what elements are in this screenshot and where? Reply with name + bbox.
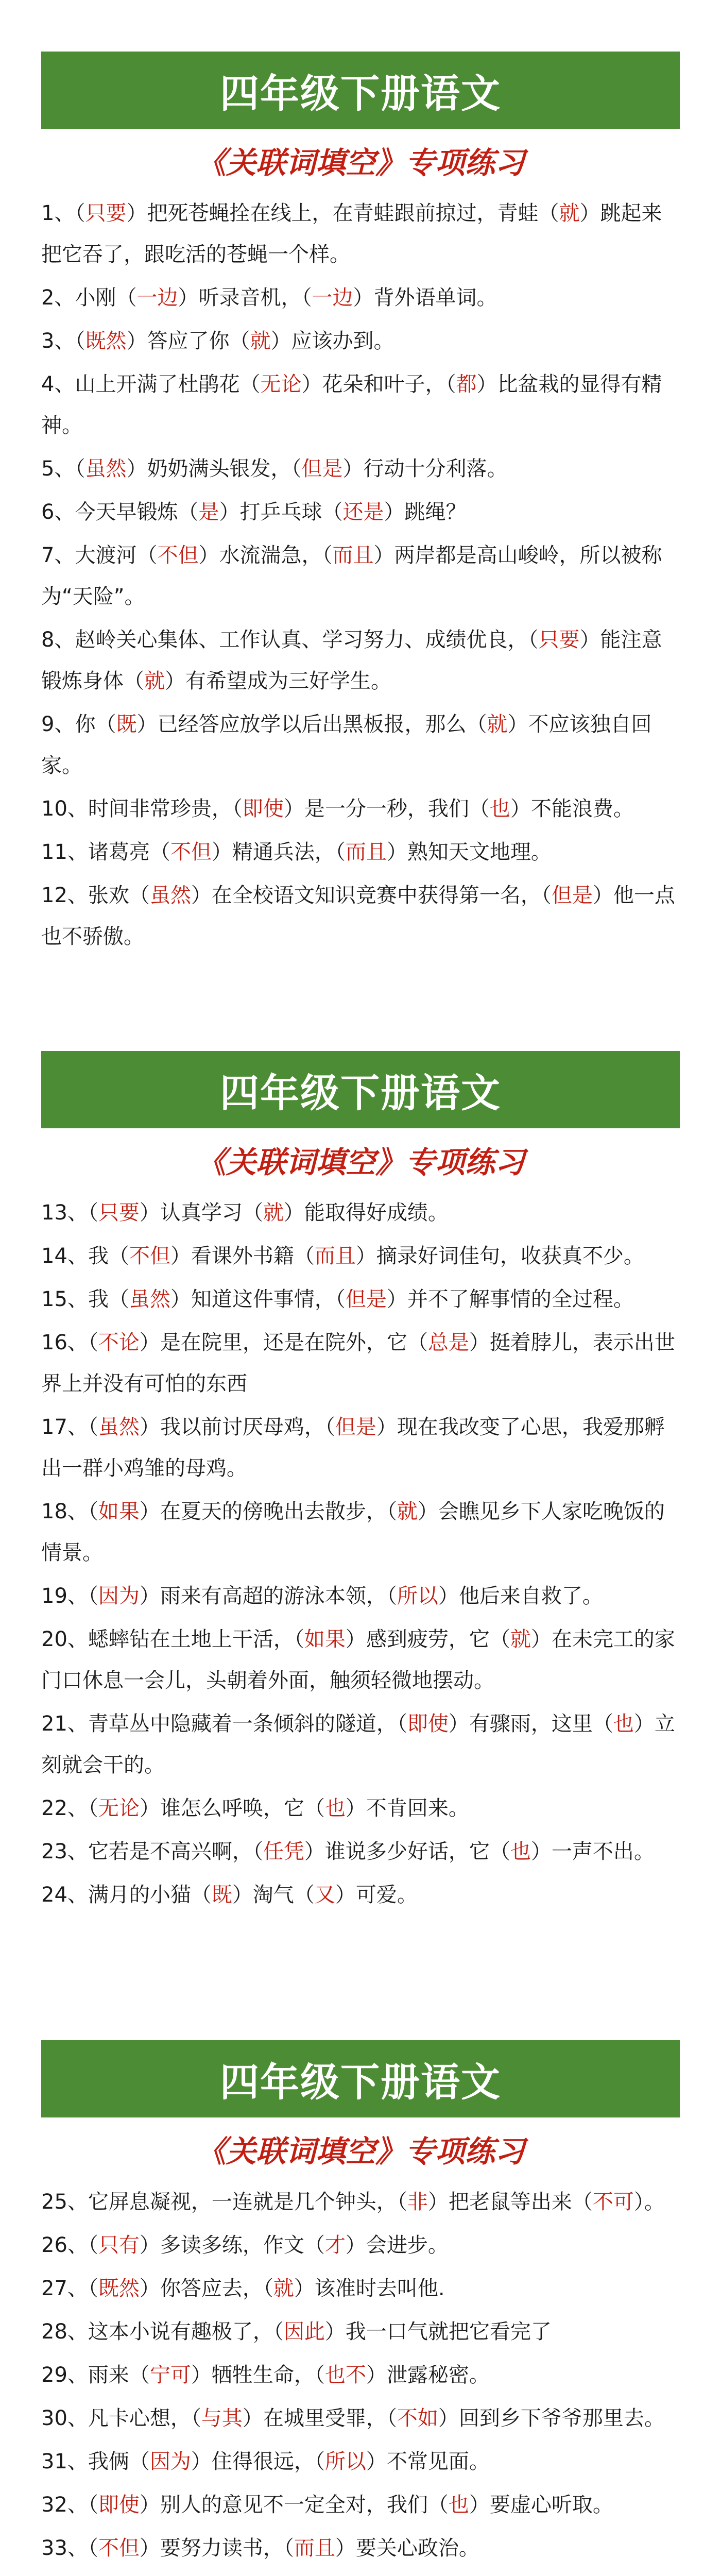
item-text: ）行动十分利落。 (342, 457, 508, 481)
exercise-item (41, 193, 680, 275)
exercise-list (41, 1192, 680, 1916)
section-title-banner (41, 52, 680, 129)
exercise-item (41, 1235, 680, 1277)
answer-keyword: 但是 (335, 1415, 376, 1439)
item-text: ）跳绳？ (384, 500, 467, 524)
answer-keyword: 只要 (538, 628, 580, 652)
item-text: ）泄露秘密。 (366, 2363, 490, 2387)
answer-keyword: 而且 (314, 1244, 356, 1268)
exercise-section-2 (41, 1051, 680, 1918)
item-text: 21、青草丛中隐藏着一条倾斜的隧道，（ (41, 1712, 407, 1736)
answer-keyword: 而且 (294, 2536, 335, 2560)
exercise-item (41, 2225, 680, 2266)
item-text: 9、你（ (41, 713, 116, 736)
item-text: 28、这本小说有趣极了，（ (41, 2320, 284, 2344)
answer-keyword: 又 (314, 1883, 335, 1907)
item-text: ）把死苍蝇拴在线上，在青蛙跟前掠过，青蛙（ (126, 201, 559, 225)
answer-keyword: 而且 (332, 544, 374, 567)
exercise-item (41, 1874, 680, 1916)
item-text: 18、（ (41, 1500, 98, 1523)
exercise-item (41, 704, 680, 786)
answer-keyword: 也 (613, 1712, 634, 1736)
item-text: 1、（ (41, 201, 85, 225)
answer-keyword: 既然 (85, 329, 127, 353)
answer-keyword: 但是 (301, 457, 343, 481)
answer-keyword: 就 (559, 201, 580, 225)
answer-keyword: 就 (144, 669, 165, 693)
item-text: 6、今天早锻炼（ (41, 500, 199, 524)
item-text: ）别人的意见不一定全对，我们（ (139, 2493, 449, 2517)
exercise-item (41, 2181, 680, 2223)
item-text: ）谁说多少好话，它（ (304, 1840, 510, 1863)
section-title-banner (41, 2040, 680, 2117)
exercise-item (41, 535, 680, 617)
exercise-item (41, 2528, 680, 2569)
answer-keyword: 也 (324, 1797, 346, 1820)
item-text: ）有希望成为三好学生。 (165, 669, 391, 693)
item-text: ）有骤雨，这里（ (448, 1712, 613, 1736)
item-text: ）并不了解事情的全过程。 (386, 1287, 634, 1311)
answer-keyword: 总是 (427, 1331, 469, 1354)
item-text: ）他一点也不骄傲。 (41, 884, 675, 948)
item-text: ）住得很远，（ (191, 2450, 325, 2473)
answer-keyword: 因为 (149, 2450, 191, 2473)
item-text: ）在全校语文知识竞赛中获得第一名，（ (191, 884, 552, 907)
answer-keyword: 宁可 (149, 2363, 191, 2387)
answer-keyword: 所以 (397, 1584, 438, 1608)
item-text: 15、我（ (41, 1287, 129, 1311)
answer-keyword: 也 (489, 797, 510, 821)
item-text: ）。 (633, 2190, 665, 2214)
item-text: ）跳起来把它吞了，跟吃活的苍蝇一个样。 (41, 201, 662, 266)
exercise-item (41, 320, 680, 362)
answer-keyword: 虽然 (129, 1287, 170, 1311)
answer-keyword: 虽然 (98, 1415, 140, 1439)
item-text: 24、满月的小猫（ (41, 1883, 212, 1907)
item-text: ）比盆栽的显得有精神。 (41, 372, 662, 437)
item-text: ）会瞧见乡下人家吃晚饭的情景。 (41, 1500, 665, 1565)
answer-keyword: 是 (198, 500, 219, 524)
answer-keyword: 既 (211, 1883, 232, 1907)
answer-keyword: 一边 (136, 286, 178, 310)
item-text: ）雨来有高超的游泳本领，（ (139, 1584, 397, 1608)
item-text: 16、（ (41, 1331, 98, 1354)
answer-keyword: 任凭 (263, 1840, 304, 1863)
item-text: 25、它屏息凝视，一连就是几个钟头，（ (41, 2190, 407, 2214)
exercise-item (41, 2268, 680, 2309)
item-text: 31、我俩（ (41, 2450, 150, 2473)
answer-keyword: 无论 (98, 1797, 140, 1820)
answer-keyword: 所以 (324, 2450, 366, 2473)
exercise-list (41, 2181, 680, 2576)
item-text: ）要努力读书，（ (139, 2536, 294, 2560)
item-text: ）能取得好成绩。 (283, 1201, 449, 1225)
answer-keyword: 只要 (98, 1201, 140, 1225)
item-text: ）两岸都是高山峻岭，所以被称为“天险”。 (41, 544, 662, 608)
item-text: 17、（ (41, 1415, 98, 1439)
item-text: ）不常见面。 (366, 2450, 490, 2473)
exercise-item (41, 1575, 680, 1617)
item-text: ）会进步。 (345, 2233, 449, 2257)
exercise-item (41, 364, 680, 446)
answer-keyword: 不但 (129, 1244, 170, 1268)
item-text: 3、（ (41, 329, 85, 353)
exercise-item (41, 2484, 680, 2526)
item-text: 13、（ (41, 1201, 98, 1225)
exercise-item (41, 1788, 680, 1829)
item-text: ）是一分一秒，我们（ (283, 797, 490, 821)
item-text: ）不能浪费。 (510, 797, 634, 821)
item-text: ）能注意锻炼身体（ (41, 628, 662, 693)
item-text: ）花朵和叶子，（ (301, 372, 456, 396)
item-text: 7、大渡河（ (41, 544, 158, 567)
answer-keyword: 虽然 (85, 457, 127, 481)
item-text: ）现在我改变了心思，我爱那孵出一群小鸡雏的母鸡。 (41, 1415, 665, 1480)
item-text: 11、诸葛亮（ (41, 840, 170, 864)
answer-keyword: 就 (273, 2277, 294, 2300)
item-text: ）看课外书籍（ (170, 1244, 315, 1268)
item-text: 26、（ (41, 2233, 98, 2257)
item-text: ）多读多练，作文（ (139, 2233, 325, 2257)
item-text: ）该准时去叫他. (294, 2277, 445, 2300)
item-text: 23、它若是不高兴啊，（ (41, 1840, 263, 1863)
section-title: 四年级下册语文 (220, 1070, 501, 1116)
exercise-item (41, 788, 680, 829)
item-text: 29、雨来（ (41, 2363, 150, 2387)
exercise-section-3 (41, 2040, 680, 2576)
item-text: ）在未完工的家门口休息一会儿，头朝着外面，触须轻微地摆动。 (41, 1628, 675, 1692)
item-text: ）淘气（ (232, 1883, 315, 1907)
item-text: ）应该办到。 (270, 329, 394, 353)
answer-keyword: 虽然 (149, 884, 191, 907)
exercise-item (41, 875, 680, 957)
item-text: ）回到乡下爷爷那里去。 (438, 2406, 665, 2430)
item-text: ）熟知天文地理。 (386, 840, 552, 864)
answer-keyword: 不如 (397, 2406, 438, 2430)
item-text: ）打乒乓球（ (219, 500, 343, 524)
item-text: ）感到疲劳，它（ (345, 1628, 510, 1651)
exercise-item (41, 832, 680, 873)
answer-keyword: 也 (510, 1840, 531, 1863)
section-subtitle: 《关联词填空》专项练习 (196, 145, 525, 180)
item-text: ）认真学习（ (139, 1201, 263, 1225)
item-text: 22、（ (41, 1797, 98, 1820)
exercise-item (41, 2571, 680, 2576)
answer-keyword: 也不 (324, 2363, 366, 2387)
item-text: ）把老鼠等出来（ (427, 2190, 593, 2214)
item-text: ）立刻就会干的。 (41, 1712, 675, 1777)
answer-keyword: 就 (510, 1628, 531, 1651)
item-text: 2、小刚（ (41, 286, 137, 310)
answer-keyword: 还是 (342, 500, 384, 524)
answer-keyword: 也 (448, 2493, 469, 2517)
item-text: 19、（ (41, 1584, 98, 1608)
answer-keyword: 都 (456, 372, 477, 396)
answer-keyword: 但是 (551, 884, 593, 907)
item-text: ）我一口气就把它看完了 (324, 2320, 552, 2344)
exercise-item (41, 277, 680, 318)
answer-keyword: 即使 (98, 2493, 140, 2517)
answer-keyword: 就 (397, 1500, 418, 1523)
item-text: 4、山上开满了杜鹃花（ (41, 372, 261, 396)
section-subtitle: 《关联词填空》专项练习 (196, 1145, 525, 1180)
item-text: ）知道这件事情，（ (170, 1287, 346, 1311)
item-text: ）在城里受罪，（ (242, 2406, 397, 2430)
answer-keyword: 就 (487, 713, 508, 736)
answer-keyword: 不可 (592, 2190, 634, 2214)
answer-keyword: 不但 (157, 544, 199, 567)
item-text: ）是在院里，还是在院外，它（ (139, 1331, 428, 1354)
item-text: 30、凡卡心想，（ (41, 2406, 201, 2430)
exercise-item (41, 2354, 680, 2396)
exercise-item (41, 1491, 680, 1573)
item-text: 14、我（ (41, 1244, 129, 1268)
item-text: ）背外语单词。 (353, 286, 497, 310)
item-text: 10、时间非常珍贵，（ (41, 797, 243, 821)
exercise-item (41, 1192, 680, 1233)
section-title: 四年级下册语文 (220, 2059, 501, 2105)
answer-keyword: 但是 (345, 1287, 387, 1311)
answer-keyword: 非 (407, 2190, 428, 2214)
exercise-item (41, 1406, 680, 1489)
item-text: ）精通兵法，（ (211, 840, 346, 864)
answer-keyword: 只要 (85, 201, 127, 225)
item-text: 8、赵岭关心集体、工作认真、学习努力、成绩优良，（ (41, 628, 539, 652)
item-text: ）可爱。 (335, 1883, 418, 1907)
answer-keyword: 就 (263, 1201, 284, 1225)
item-text: ）不肯回来。 (345, 1797, 469, 1820)
answer-keyword: 既 (116, 713, 137, 736)
item-text: ）在夏天的傍晚出去散步，（ (139, 1500, 397, 1523)
item-text: ）挺着脖儿，表示出世界上并没有可怕的东西 (41, 1331, 675, 1396)
item-text: ）摘录好词佳句，收获真不少。 (355, 1244, 644, 1268)
answer-keyword: 就 (250, 329, 271, 353)
item-text: 12、张欢（ (41, 884, 150, 907)
answer-keyword: 无论 (260, 372, 302, 396)
answer-keyword: 既然 (98, 2277, 140, 2300)
item-text: ）听录音机，（ (178, 286, 312, 310)
item-text: ）水流湍急，（ (198, 544, 333, 567)
exercise-item (41, 1279, 680, 1320)
item-text: ）我以前讨厌母鸡，（ (139, 1415, 335, 1439)
item-text: 20、蟋蟀钻在土地上干活，（ (41, 1628, 304, 1651)
answer-keyword: 不但 (98, 2536, 140, 2560)
item-text: ）不应该独自回家。 (41, 713, 652, 777)
exercise-item (41, 492, 680, 533)
item-text: 33、（ (41, 2536, 98, 2560)
answer-keyword: 而且 (345, 840, 387, 864)
exercise-item (41, 1831, 680, 1872)
exercise-item (41, 2398, 680, 2439)
section-title: 四年级下册语文 (220, 70, 501, 116)
answer-keyword: 不但 (170, 840, 212, 864)
exercise-section-1 (41, 52, 680, 959)
answer-keyword: 不论 (98, 1331, 140, 1354)
item-text: 27、（ (41, 2277, 98, 2300)
answer-keyword: 因此 (283, 2320, 325, 2344)
item-text: 5、（ (41, 457, 85, 481)
exercise-item (41, 2311, 680, 2352)
item-text: ）一声不出。 (530, 1840, 655, 1863)
answer-keyword: 只有 (98, 2233, 140, 2257)
exercise-item (41, 619, 680, 702)
answer-keyword: 即使 (407, 1712, 449, 1736)
item-text: ）已经答应放学以后出黑板报，那么（ (136, 713, 487, 736)
item-text: ）要虚心听取。 (469, 2493, 613, 2517)
answer-keyword: 如果 (98, 1500, 140, 1523)
item-text: 32、（ (41, 2493, 98, 2517)
section-subtitle: 《关联词填空》专项练习 (196, 2134, 525, 2169)
item-text: ）答应了你（ (126, 329, 250, 353)
exercise-item (41, 1322, 680, 1404)
item-text: ）你答应去，（ (139, 2277, 273, 2300)
item-text: ）奶奶满头银发，（ (126, 457, 302, 481)
exercise-list (41, 193, 680, 957)
item-text: ）牺牲生命，（ (191, 2363, 325, 2387)
exercise-item (41, 448, 680, 489)
exercise-item (41, 1703, 680, 1786)
answer-keyword: 与其 (201, 2406, 243, 2430)
answer-keyword: 因为 (98, 1584, 140, 1608)
answer-keyword: 才 (324, 2233, 346, 2257)
answer-keyword: 即使 (242, 797, 284, 821)
item-text: ）要关心政治。 (335, 2536, 479, 2560)
item-text: ）他后来自救了。 (438, 1584, 603, 1608)
answer-keyword: 一边 (312, 286, 353, 310)
exercise-item (41, 2441, 680, 2482)
answer-keyword: 如果 (304, 1628, 346, 1651)
exercise-item (41, 1619, 680, 1701)
section-title-banner (41, 1051, 680, 1128)
item-text: ）谁怎么呼唤，它（ (139, 1797, 325, 1820)
